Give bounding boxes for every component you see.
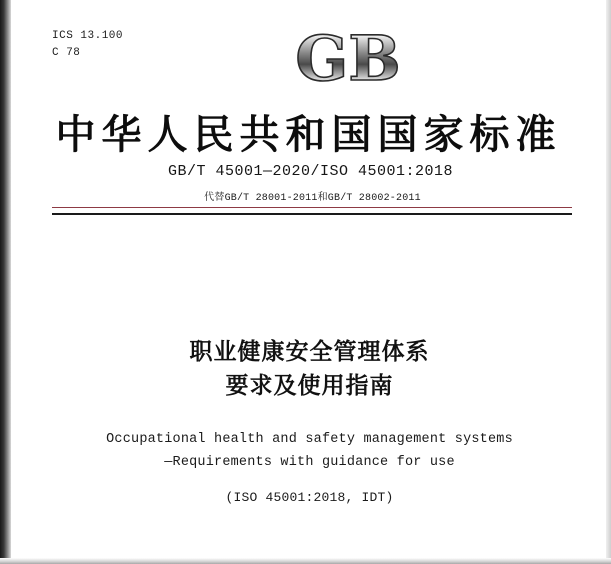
replaces-note: 代替GB/T 28001-2011和GB/T 28002-2011 [204, 193, 421, 204]
idt-note: (ISO 45001:2018, IDT) [225, 490, 394, 505]
document-title-english-line2: —Requirements with guidance for use [164, 455, 455, 470]
document-title-english [0, 428, 611, 474]
gb-emblem-icon [0, 28, 611, 95]
svg-text:GB: GB [295, 28, 401, 90]
document-title-chinese-line2: 要求及使用指南 [225, 373, 394, 399]
ics-code: ICS 13.100 [52, 30, 124, 42]
divider-black [52, 213, 572, 215]
document-title-chinese [0, 335, 611, 403]
scan-edge-bottom [0, 558, 611, 564]
classification-code: C 78 [52, 47, 81, 59]
standard-number: GB/T 45001—2020/ISO 45001:2018 [167, 163, 454, 180]
document-title-english-line1: Occupational health and safety management systems [106, 432, 513, 447]
national-standard-title: 中华人民共和国国家标准 [55, 112, 562, 158]
divider-red [52, 207, 572, 208]
document-title-chinese-line1: 职业健康安全管理体系 [189, 339, 430, 365]
